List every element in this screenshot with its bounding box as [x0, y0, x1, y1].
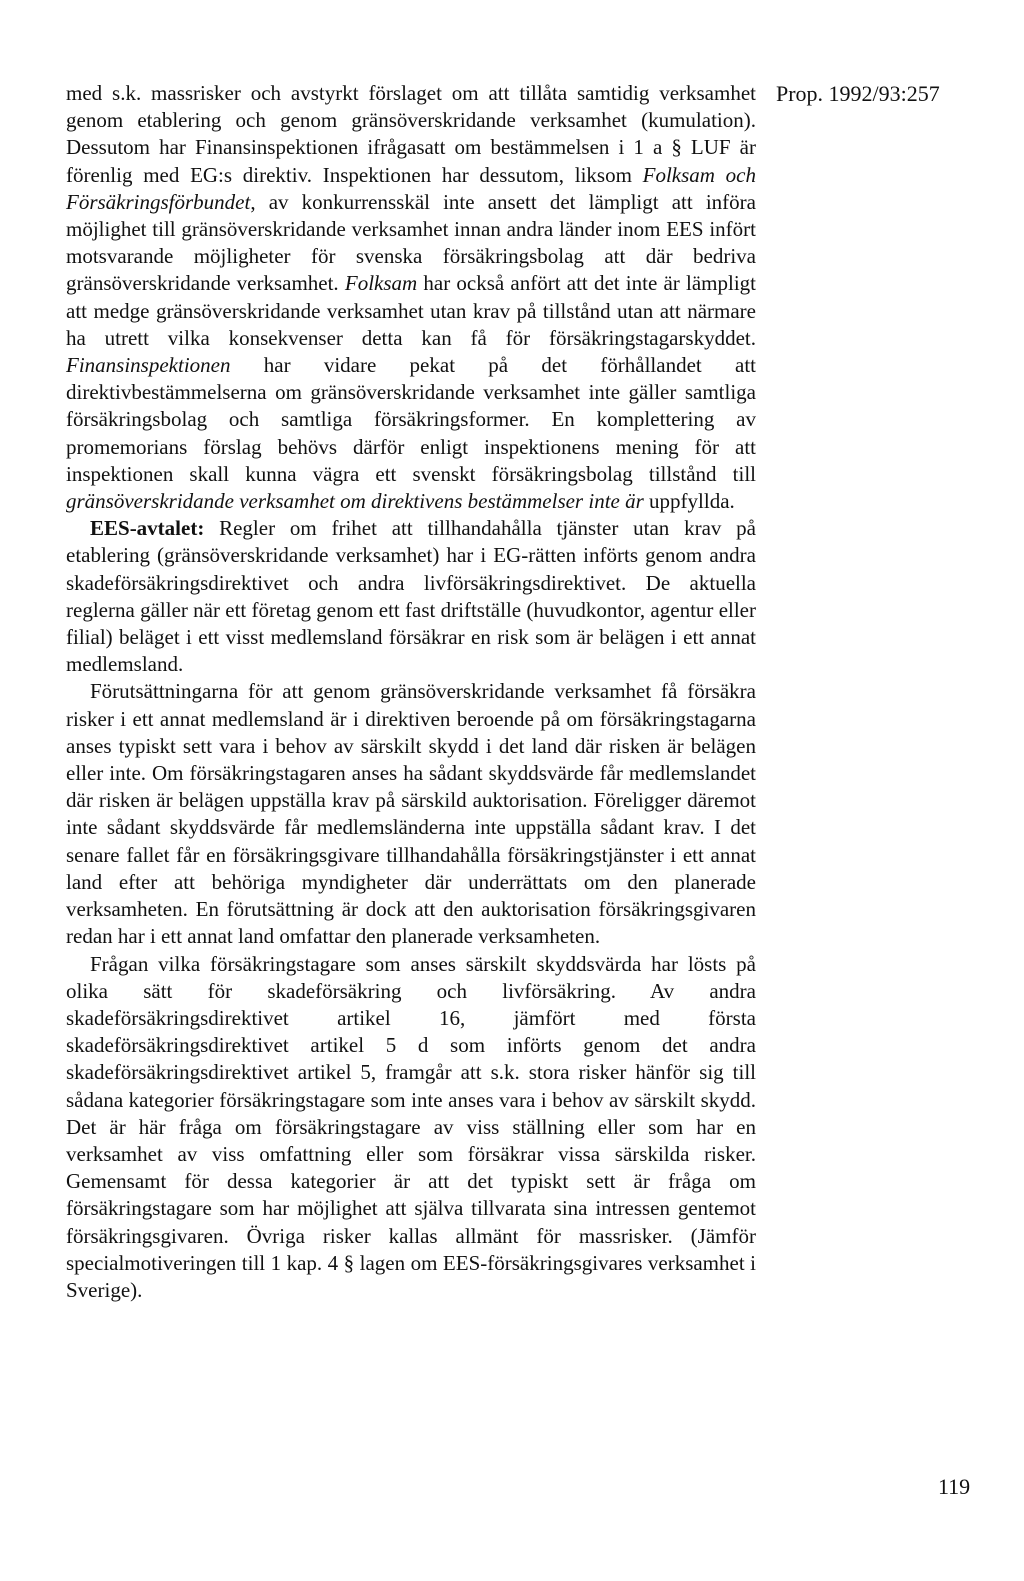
paragraph-1-text-1: med s.k. massrisker och avstyrkt förslaget om att tillåta samtidig verksamhet genom etablering och genom gränsöverskridande verksamhet (kumulation). Dessutom har Finansinspektionen ifrågasatt om bestämmelsen i 1 a § LUF är förenlig med EG:s direktiv. Inspektionen har dessutom, liksom: [66, 81, 756, 187]
paragraph-1-text-3: har också anfört att det inte är lämpligt att medge gränsöverskridande verksamhet utan krav på tillstånd utan att närmare ha utrett vilka konsekvenser detta kan få för försäkringstagarskyddet.: [66, 271, 756, 350]
paragraph-1: [66, 80, 756, 515]
paragraph-1-italic-3: Finansinspektionen: [66, 353, 231, 378]
paragraph-1-italic-1: Folksam och Försäkringsförbundet: [66, 162, 756, 214]
paragraph-2-lead: EES-avtalet:: [90, 516, 205, 541]
paragraph-1-text-2: , av konkurrensskäl inte ansett det lämpligt att införa möjlighet till gränsöverskridande verksamhet innan andra länder inom EES infört motsvarande möjligheter för svenska försäkringsbolag att där bedriva gränsöverskridande verksamhet.: [66, 189, 756, 296]
paragraph-1-italic-2: Folksam: [344, 271, 418, 296]
paragraph-1-italic-4: gränsöverskridande verksamhet om direktivens bestämmelser inte är: [66, 489, 644, 514]
paragraph-4: Frågan vilka försäkringstagare som anses särskilt skyddsvärda har lösts på olika sätt för skadeförsäkring och livförsäkring. Av andra skadeförsäkringsdirektivet artikel 16, jämfört med första skadeförsäkringsdirektivet artikel 5 d som införts genom det andra skadeförsäkringsdirektivet artikel 5, framgår att s.k. stora risker hänför sig till sådana kategorier försäkringstagare som inte anses vara i behov av särskilt skydd. Det är här fråga om försäkringstagare av viss ställning eller som har en verksamhet av viss omfattning eller som försäkrar vissa särskilda risker. Gemensamt för dessa kategorier är att det typiskt sett är fråga om försäkringstagare som har möjlighet att själva tillvarata sina intressen gentemot försäkringsgivaren. Övriga risker kallas allmänt för massrisker. (Jämför specialmotiveringen till 1 kap. 4 § lagen om EES-försäkringsgivares verksamhet i Sverige).: [66, 951, 756, 1302]
paragraph-2-text: Regler om frihet att tillhandahålla tjänster utan krav på etablering (gränsöverskridande verksamhet) har i EG-rätten införts genom andra skadeförsäkringsdirektivet och andra livförsäkringsdirektivet. De aktuella reglerna gäller när ett företag genom ett fast driftställe (huvudkontor, agentur eller filial) beläget i ett visst medlemsland försäkrar en risk som är belägen i ett annat medlemsland.: [66, 516, 756, 677]
paragraph-1-text-5: uppfyllda.: [643, 489, 735, 514]
page-reference: Prop. 1992/93:257: [776, 81, 940, 106]
page-number: 119: [938, 1474, 971, 1499]
paragraph-2: [66, 515, 756, 678]
document-body: [66, 80, 756, 1304]
paragraph-3: Förutsättningarna för att genom gränsöverskridande verksamhet få försäkra risker i ett annat medlemsland är i direktiven beroende på om försäkringstagarna anses typiskt sett vara i behov av särskilt skydd i det land där risken är belägen eller inte. Om försäkringstagaren anses ha sådant skyddsvärde får medlemslandet där risken är belägen uppställa krav på särskild auktorisation. Föreligger däremot inte sådant skyddsvärde får medlemsländerna inte uppställa sådant krav. I det senare fallet får en försäkringsgivare tillhandahålla försäkringstjänster i ett annat land efter att behöriga myndigheter där underrättats om den planerade verksamheten. En förutsättning är dock att den auktorisation försäkringsgivaren redan har i ett annat land omfattar den planerade verksamheten.: [66, 679, 756, 949]
paragraph-1-text-4: har vidare pekat på det förhållandet att direktivbestämmelserna om gränsöverskridande verksamhet inte gäller samtliga försäkringsbolag och samtliga försäkringsformer. En komplettering av promemorians förslag behövs därför enligt inspektionens mening för att inspektionen skall kunna vägra ett svenskt försäkringsbolag tillstånd till: [66, 353, 756, 486]
